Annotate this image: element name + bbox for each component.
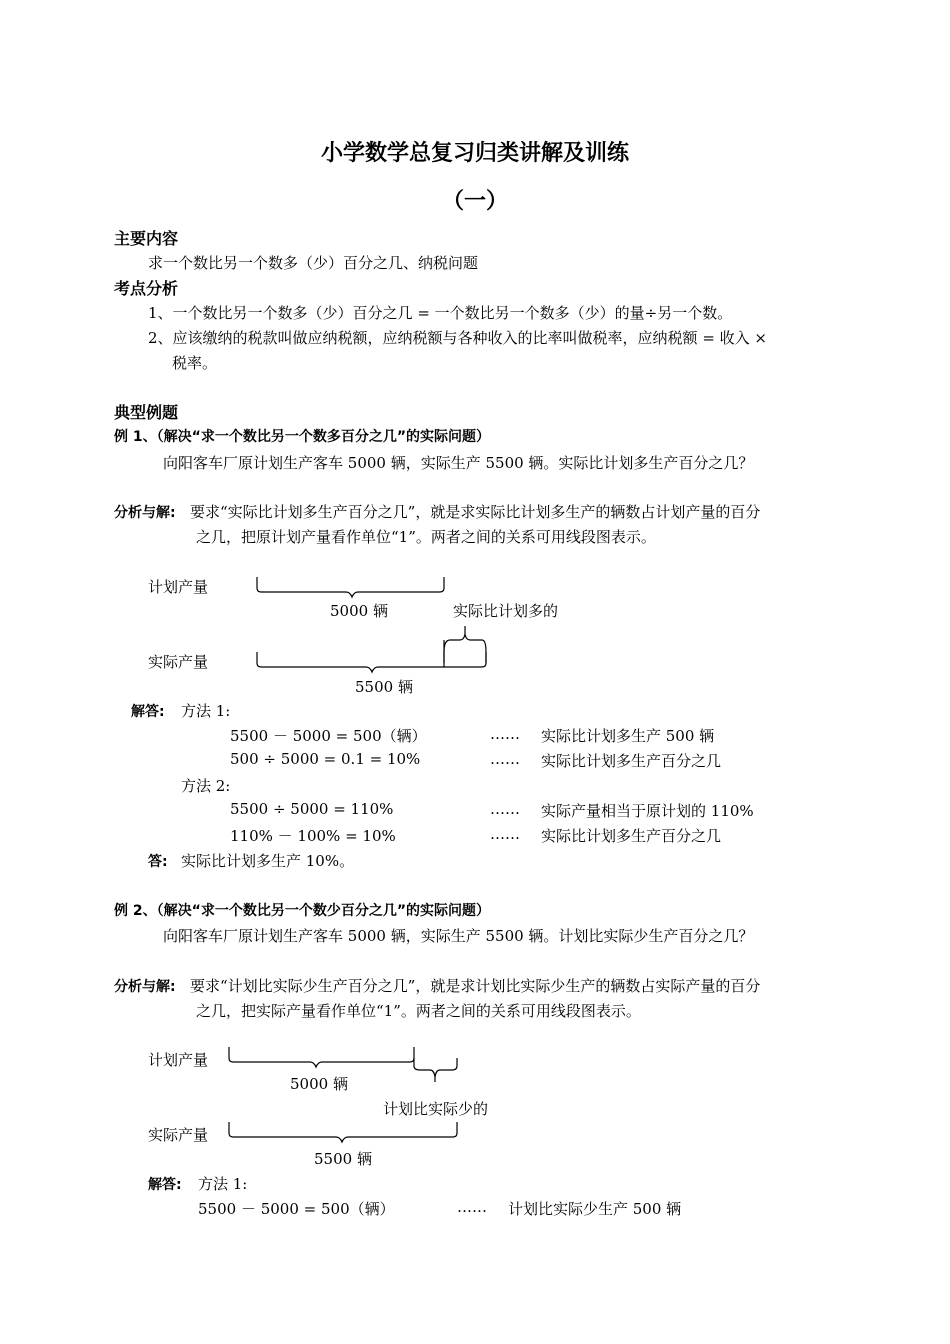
dots: ……: [490, 725, 520, 743]
diagram-1-actual-value: 5500 辆: [355, 678, 413, 696]
example-1-method-2-label: 方法 2:: [181, 777, 231, 795]
example-2-m1-note1: 计划比实际少生产 500 辆: [508, 1200, 682, 1218]
diagram-1-extra-label: 实际比计划多的: [453, 602, 559, 620]
example-2-m1-eq1: 5500 － 5000 = 500（辆）: [198, 1200, 395, 1218]
example-1-label: 例 1、（解决“求一个数比另一个数多百分之几”的实际问题）: [114, 429, 491, 445]
example-1-problem: 向阳客车厂原计划生产客车 5000 辆，实际生产 5500 辆。实际比计划多生产百分之几？: [163, 454, 754, 472]
example-1-analysis-line-1: 要求“实际比计划多生产百分之几”，就是求实际比计划多生产的辆数占计划产量的百分: [190, 503, 761, 521]
analysis-heading: 考点分析: [114, 279, 179, 298]
example-2-analysis-line-2: 之几，把实际产量看作单位“1”。两者之间的关系可用线段图表示。: [196, 1002, 641, 1020]
page-subtitle: （一）: [441, 189, 508, 214]
dots: ……: [490, 800, 520, 818]
dots: ……: [457, 1198, 487, 1216]
example-1-m1-eq2: 500 ÷ 5000 = 0.1 = 10%: [230, 750, 421, 768]
diagram-2-less-brace: [414, 1058, 457, 1082]
main-content-text: 求一个数比另一个数多（少）百分之几、纳税问题: [148, 254, 479, 272]
example-1-answer-label: 解答:: [131, 704, 165, 720]
dots: ……: [490, 750, 520, 768]
example-1-final-label: 答:: [148, 854, 168, 870]
diagram-2-actual-label: 实际产量: [148, 1126, 209, 1144]
example-1-m2-note1: 实际产量相当于原计划的 110%: [541, 802, 754, 820]
diagram-1-planned-label: 计划产量: [148, 578, 209, 596]
example-2-method-1-label: 方法 1:: [198, 1175, 248, 1193]
example-1-m1-eq1: 5500 － 5000 = 500（辆）: [230, 727, 427, 745]
example-1-analysis-label: 分析与解:: [114, 505, 176, 521]
analysis-point-1: 1、一个数比另一个数多（少）百分之几 = 一个数比另一个数多（少）的量÷另一个数。: [148, 304, 733, 322]
example-1-analysis-line-2: 之几，把原计划产量看作单位“1”。两者之间的关系可用线段图表示。: [196, 528, 656, 546]
diagram-2-actual-brace: [229, 1122, 457, 1142]
dots: ……: [490, 825, 520, 843]
diagram-2-planned-value: 5000 辆: [290, 1075, 348, 1093]
diagram-2-planned-label: 计划产量: [148, 1051, 209, 1069]
diagram-2-actual-value: 5500 辆: [314, 1150, 372, 1168]
example-2-problem: 向阳客车厂原计划生产客车 5000 辆，实际生产 5500 辆。计划比实际少生产百分之几？: [163, 927, 754, 945]
diagram-1-actual-label: 实际产量: [148, 653, 209, 671]
example-1-m2-note2: 实际比计划多生产百分之几: [541, 827, 722, 845]
page-title: 小学数学总复习归类讲解及训练: [320, 141, 629, 166]
analysis-point-2-line-1: 2、应该缴纳的税款叫做应纳税额，应纳税额与各种收入的比率叫做税率，应纳税额 = 收入 ×: [148, 329, 767, 347]
example-2-answer-label: 解答:: [148, 1177, 182, 1193]
example-2-analysis-line-1: 要求“计划比实际少生产百分之几”，就是求计划比实际少生产的辆数占实际产量的百分: [190, 977, 761, 995]
example-1-m2-eq1: 5500 ÷ 5000 = 110%: [230, 800, 394, 818]
diagram-2-planned-brace: [229, 1047, 414, 1067]
example-1-m1-note1: 实际比计划多生产 500 辆: [541, 727, 715, 745]
example-2-label: 例 2、（解决“求一个数比另一个数少百分之几”的实际问题）: [114, 903, 491, 919]
example-1-method-1-label: 方法 1:: [181, 702, 231, 720]
example-1-final-text: 实际比计划多生产 10%。: [181, 852, 355, 870]
diagram-2-less-label: 计划比实际少的: [383, 1100, 489, 1118]
diagram-1-planned-value: 5000 辆: [330, 602, 388, 620]
example-1-m2-eq2: 110% － 100% = 10%: [230, 827, 396, 845]
analysis-point-2-line-2: 税率。: [172, 354, 218, 372]
examples-heading: 典型例题: [114, 403, 179, 422]
main-content-heading: 主要内容: [114, 229, 179, 248]
example-1-m1-note2: 实际比计划多生产百分之几: [541, 752, 722, 770]
example-2-analysis-label: 分析与解:: [114, 979, 176, 995]
